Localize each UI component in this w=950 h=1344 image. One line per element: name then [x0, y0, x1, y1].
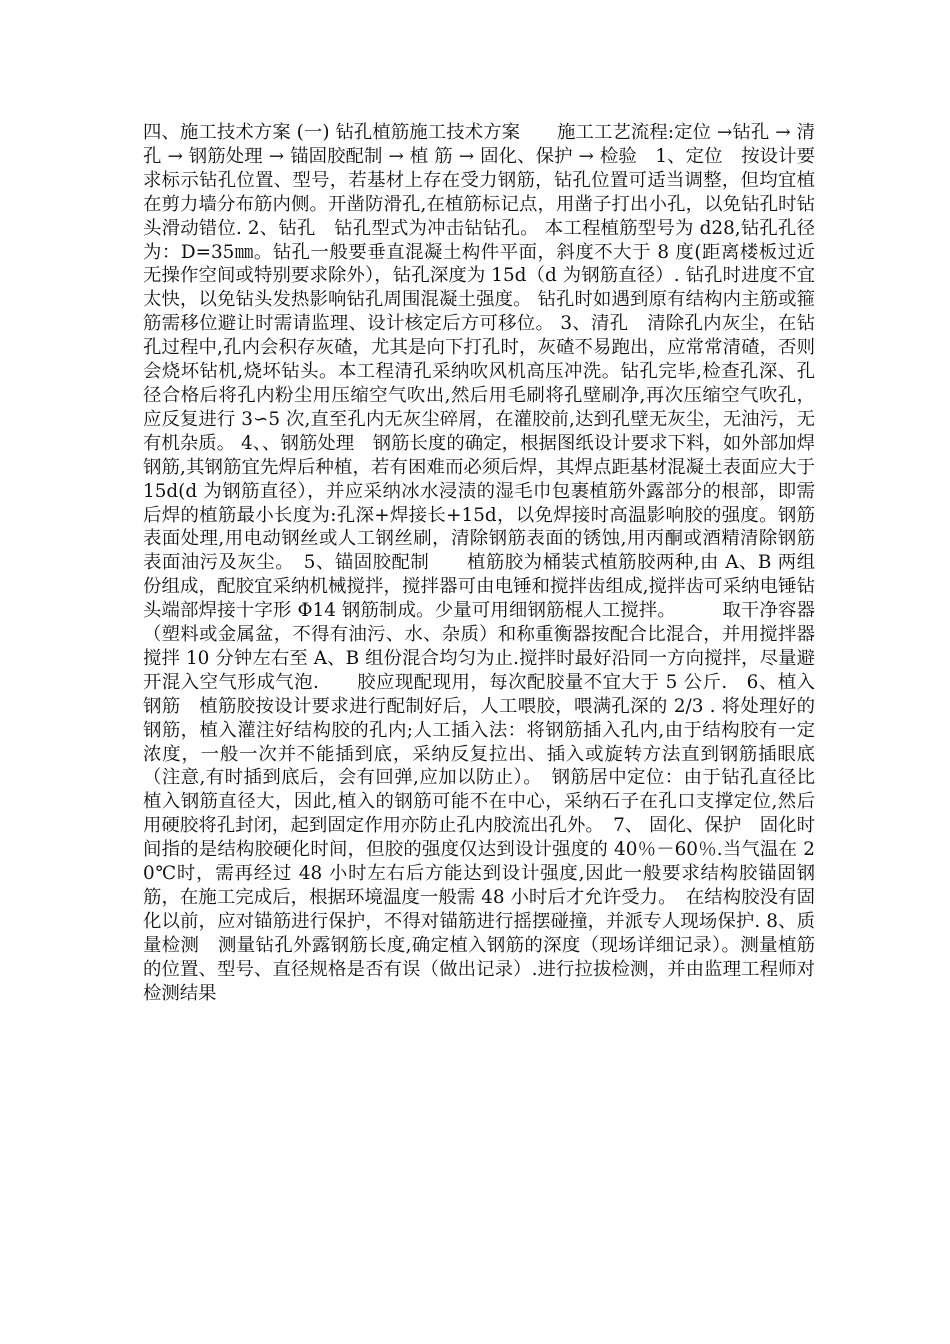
document-body-text: 四、施工技术方案 (一) 钻孔植筋施工技术方案 施工工艺流程:定位 →钻孔 → 清孔 → 钢筋处理 → 锚固胶配制 → 植 筋 → 固化、保护 → 检验 1、定位 按设计要求标示钻孔位置、型号，若基材上存在受力钢筋，钻孔位置可适当调整，但均宜植在剪力墙分布筋内侧。开凿防滑孔,在植筋标记点，用凿子打出小孔，以免钻孔时钻头滑动错位. 2、钻孔 钻孔型式为冲击钻钻孔。 本工程植筋型号为 d28,钻孔孔径为：D=35㎜。钻孔一般要垂直混凝土构件平面，斜度不大于 8 度(距离楼板过近无操作空间或特别要求除外），钻孔深度为 15d（d 为钢筋直径）. 钻孔时进度不宜太快，以免钻头发热影响钻孔周围混凝土强度。 钻孔时如遇到原有结构内主筋或箍筋需移位避让时需请监理、设计核定后方可移位。 3、清孔 清除孔内灰尘，在钻孔过程中,孔内会积存灰碴，尤其是向下打孔时，灰碴不易跑出，应常常清碴，否则会烧坏钻机,烧坏钻头。本工程清孔采纳吹风机高压冲洗。钻孔完毕,检查孔深、孔径合格后将孔内粉尘用压缩空气吹出,然后用毛刷将孔壁刷净,再次压缩空气吹孔，应反复进行 3∽5 次,直至孔内无灰尘碎屑，在灌胶前,达到孔壁无灰尘，无油污，无有机杂质。 4、、钢筋处理 钢筋长度的确定，根据图纸设计要求下料，如外部加焊钢筋,其钢筋宜先焊后种植，若有困难而必须后焊，其焊点距基材混凝土表面应大于 15d(d 为钢筋直径），并应采纳冰水浸渍的湿毛巾包裹植筋外露部分的根部，即需后焊的植筋最小长度为:孔深+焊接长+15d，以免焊接时高温影响胶的强度。钢筋表面处理,用电动钢丝或人工钢丝刷，清除钢筋表面的锈蚀,用丙酮或酒精清除钢筋表面油污及灰尘。 5、锚固胶配制 植筋胶为桶装式植筋胶两种,由 A、B 两组份组成，配胶宜采纳机械搅拌，搅拌器可由电锤和搅拌齿组成,搅拌齿可采纳电锤钻头端部焊接十字形 Φ14 钢筋制成。少量可用细钢筋棍人工搅拌。 取干净容器（塑料或金属盆，不得有油污、水、杂质）和称重衡器按配合比混合，并用搅拌器搅拌 10 分钟左右至 A、B 组份混合均匀为止.搅拌时最好沿同一方向搅拌，尽量避开混入空气形成气泡. 胶应现配现用，每次配胶量不宜大于 5 公斤. 6、植入钢筋 植筋胶按设计要求进行配制好后，人工喂胶，喂满孔深的 2/3 . 将处理好的钢筋，植入灌注好结构胶的孔内;人工插入法：将钢筋插入孔内,由于结构胶有一定浓度，一般一次并不能插到底，采纳反复拉出、插入或旋转方法直到钢筋插眼底（注意,有时插到底后，会有回弹,应加以防止）。 钢筋居中定位：由于钻孔直径比植入钢筋直径大，因此,植入的钢筋可能不在中心，采纳石子在孔口支撑定位,然后用硬胶将孔封闭，起到固定作用亦防止孔内胶流出孔外。 7、 固化、保护 固化时间指的是结构胶硬化时间，但胶的强度仅达到设计强度的 40％－60％.当气温在 20℃时，需再经过 48 小时左右后方能达到设计强度,因此一般要求结构胶锚固钢筋，在施工完成后，根据环境温度一般需 48 小时后才允许受力。 在结构胶没有固化以前，应对锚筋进行保护，不得对锚筋进行摇摆碰撞，并派专人现场保护. 8、质量检测 测量钻孔外露钢筋长度,确定植入钢筋的深度（现场详细记录）。测量植筋的位置、型号、直径规格是否有误（做出记录）.进行拉拔检测，并由监理工程师对检测结果	[143, 122, 815, 1004]
